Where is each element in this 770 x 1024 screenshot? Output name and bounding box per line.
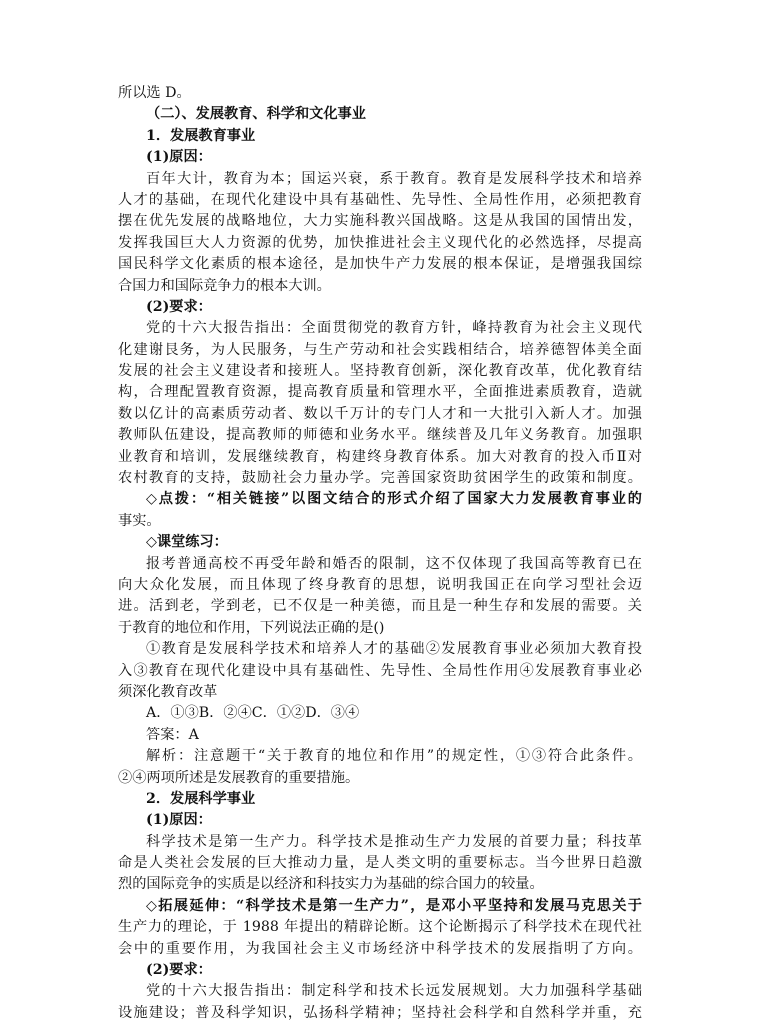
text-line: (2)要求： [146,962,212,979]
text-line: 答案：A [146,726,199,743]
text-line: (1)原因： [146,149,212,166]
text-line: 向大众化发展，而且体现了终身教育的思想，说明我国正在向学习型社会迈 [118,576,642,593]
text-line: 生产力的理论，于 1988 年提出的精辟论断。这个论断揭示了科学技术在现代社 [118,919,642,936]
text-line: ◇课堂练习： [146,534,228,551]
text-line: 摆在优先发展的战略地位，大力实施科教兴国战略。这是从我国的国情出发， [118,213,642,230]
text-line: 事实。 [118,512,161,529]
text-line: 须深化教育改革 [118,683,218,700]
text-line: A．①③B．②④C．①②D．③④ [146,705,360,722]
text-line: ◇点拨：“相关链接”以图文结合的形式介绍了国家大力发展教育事业的 [146,491,642,508]
text-line: 入③教育在现代化建设中具有基础性、先导性、全局性作用④发展教育事业必 [118,662,642,679]
text-line: ◇拓展延伸：“科学技术是第一生产力”，是邓小平坚持和发展马克思关于 [146,897,642,914]
text-line: 设施建设；普及科学知识，弘扬科学精神；坚持社会科学和自然科学并重，充 [118,1004,642,1021]
text-line: 命是人类社会发展的巨大推动力量，是人类文明的重要标志。当今世界日趋激 [118,855,642,872]
text-line: (1)原因： [146,812,212,829]
text-line: (2)要求： [146,298,212,315]
text-line: 教师队伍建设，提高教师的师德和业务水平。继续普及几年义务教育。加强职 [118,427,642,444]
text-line: （二）、发展教育、科学和文化事业 [146,106,366,123]
text-line: 所以选 D。 [118,85,191,101]
text-line: 百年大计，教育为本；国运兴衰，系于教育。教育是发展科学技术和培养 [146,170,642,187]
text-line: 发挥我国巨大人力资源的优势，加快推进社会主义现代化的必然选择，尽提高 [118,234,642,251]
text-line: 人才的基础，在现代化建设中具有基础性、先导性、全局性作用，必须把教育 [118,191,642,208]
text-line: 数以亿计的高素质劳动者、数以千万计的专门人才和一大批引入新人才。加强 [118,405,642,422]
text-line: 业教育和培训，发展继续教育，构建终身教育体系。加大对教育的投入币Ⅱ对 [118,448,642,465]
text-line: 1．发展教育事业 [146,127,256,144]
text-line: 2．发展科学事业 [146,790,256,807]
text-line: 构，合理配置教育资源，提高教育质量和管理水平，全面推进素质教育，造就 [118,384,642,401]
text-line: 国民科学文化素质的根本途径，是加快牛产力发展的根本保证，是增强我国综 [118,256,642,273]
text-line: 党的十六大报告指出：制定科学和技术长远发展规划。大力加强科学基础 [146,983,642,1000]
text-line: 化建谢艮务，为人民服务，与生产劳动和社会实践相结合，培养德智体美全面 [118,341,642,358]
text-line: 农村教育的支持，鼓励社会力量办学。完善国家资助贫困学生的政策和制度。 [118,470,642,487]
text-line: ①教育是发展科学技术和培养人才的基础②发展教育事业必须加大教育投 [146,641,642,658]
text-line: 党的十六大报告指出：全面贯彻党的教育方针，峰持教育为社会主义现代 [146,320,642,337]
text-line: 解析：注意题干“关于教育的地位和作用”的规定性，①③符合此条件。 [146,748,642,765]
text-line: 发展的社会主义建设者和接班人。坚持教育创新，深化教育改革，优化教育结 [118,363,642,380]
document-page [118,83,642,1024]
text-line: 进。活到老，学到老，已不仅是一种美德，而且是一种生存和发展的需要。关 [118,598,642,615]
text-line: ②④两项所述是发展教育的重要措施。 [118,769,360,786]
text-line: 合国力和国际竞争力的根本大训。 [118,277,331,294]
text-line: 会中的重要作用，为我国社会主义市场经济中科学技术的发展指明了方向。 [118,940,642,957]
text-line: 报考普通高校不再受年龄和婚否的限制，这不仅体现了我国高等教育已在 [146,555,642,572]
text-line: 烈的国际竞争的实质是以经济和科技实力为基础的综合国力的较量。 [118,876,544,893]
text-line: 科学技术是第一生产力。科学技术是推动生产力发展的首要力量；科技革 [146,833,642,850]
text-line: 于教育的地位和作用，下列说法正确的是() [118,619,385,636]
